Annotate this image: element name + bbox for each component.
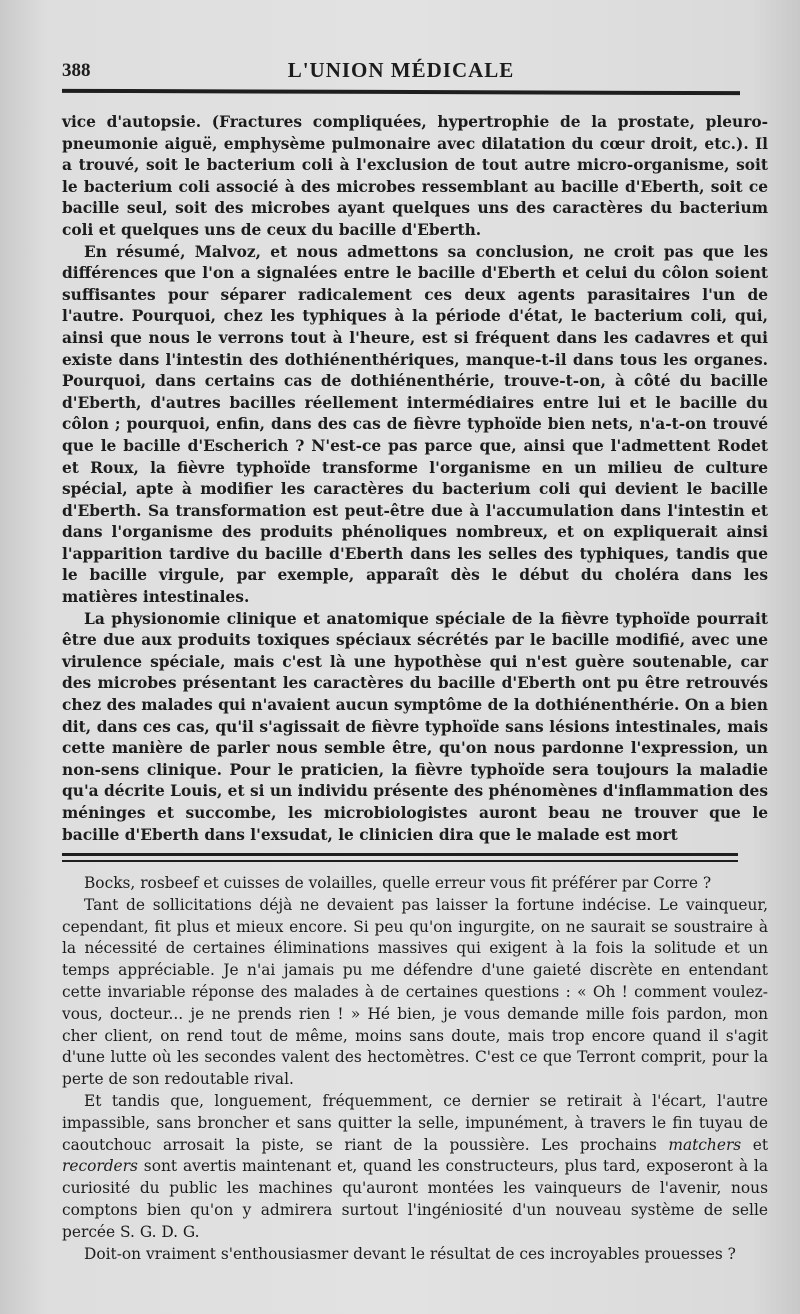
feuilleton-paragraph: Tant de sollicitations déjà ne devaient pas laisser la fortune indécise. Le vainqueur, cependant, fit plus et mieux encore. Si peu qu'on ingurgite, on ne saurait se soustraire à la nécessité de certaines éliminations massives qui exigent à la fois la solitude et un temps appréciable. Je n'ai jamais pu me défendre d'une gaieté discrète en entendant cette invariable réponse des malades à de certaines questions : « Oh ! comment voulez-vous, docteur... je ne prends rien ! » Hé bien, je vous demande mille fois pardon, mon cher client, on rend tout de même, moins sans doute, mais trop encore quand il s'agit d'une lutte où les secondes valent des hectomètres. C'est ce que Terront comprit, pour la perte de son redoutable rival. bbox=[62, 895, 768, 1089]
feuilleton-separator bbox=[62, 853, 738, 862]
journal-title: L'UNION MÉDICALE bbox=[287, 58, 515, 82]
feuilleton-body bbox=[62, 873, 768, 1265]
italic-term: matchers bbox=[668, 1135, 742, 1154]
italic-term: recorders bbox=[62, 1157, 138, 1176]
article-paragraph: La physionomie clinique et anatomique spéciale de la fièvre typhoïde pourrait être due aux produits toxiques spéciaux sécrétés par le bacille modifié, avec une virulence spéciale, mais c'est là une hypothèse qui n'est guère soutenable, car des microbes présentant les caractères du bacille d'Eberth ont pu être retrouvés chez des malades qui n'avaient aucun symptôme de la dothiénenthérie. On a bien dit, dans ces cas, qu'il s'agissait de fièvre typhoïde sans lésions intestinales, mais cette manière de parler nous semble être, qu'on nous pardonne l'expression, un non-sens clinique. Pour le praticien, la fièvre typhoïde sera toujours la maladie qu'a décrite Louis, et si un individu présente des phénomènes d'inflammation des méninges et succombe, les microbiologistes auront beau ne trouver que le bacille d'Eberth dans l'exsudat, le clinicien dira que le malade est mort bbox=[62, 609, 768, 844]
paragraph-text: Et tandis que, longuement, fréquemment, ce dernier se retirait à l'écart, l'autre impassible, sans broncher et sans quitter la selle, impunément, à travers le fin tuyau de caoutchouc arrosait la piste, se riant de la poussière. Les prochains bbox=[62, 1091, 768, 1154]
header-rule bbox=[62, 89, 740, 95]
article-paragraph: En résumé, Malvoz, et nous admettons sa conclusion, ne croit pas que les différences que l'on a signalées entre le bacille d'Eberth et celui du côlon soient suffisantes pour séparer radicalement ces deux agents parasitaires l'un de l'autre. Pourquoi, chez les typhiques à la période d'état, le bacterium coli, qui, ainsi que nous le verrons tout à l'heure, est si fréquent dans les cadavres et qui existe dans l'intestin des dothiénenthériques, manque-t-il dans tous les organes. Pourquoi, dans certains cas de dothiénenthérie, trouve-t-on, à côté du bacille d'Eberth, d'autres bacilles réellement intermédiaires entre lui et le bacille du côlon ; pourquoi, enfin, dans des cas de fièvre typhoïde bien nets, n'a-t-on trouvé que le bacille d'Escherich ? N'est-ce pas parce que, ainsi que l'admettent Rodet et Roux, la fièvre typhoïde transforme l'organisme en un milieu de culture spécial, apte à modifier les caractères du bacterium coli qui devient le bacille d'Eberth. Sa transformation est peut-être due à l'accumulation dans l'intestin et dans l'organisme des produits phénoliques nombreux, et on expliquerait ainsi l'apparition tardive du bacille d'Eberth dans les selles des typhiques, tandis que le bacille virgule, par exemple, apparaît dès le début du choléra dans les matières intestinales. bbox=[62, 242, 768, 607]
article-paragraph: vice d'autopsie. (Fractures compliquées, hypertrophie de la prostate, pleuro-pneumonie aiguë, emphysème pulmonaire avec dilatation du cœur droit, etc.). Il a trouvé, soit le bacterium coli à l'exclusion de tout autre micro-organisme, soit le bacterium coli associé à des microbes ressemblant au bacille d'Eberth, soit ce bacille seul, soit des microbes ayant quelques uns des caractères du bacterium coli et quelques uns de ceux du bacille d'Eberth. bbox=[62, 113, 768, 239]
feuilleton-paragraph: Bocks, rosbeef et cuisses de volailles, quelle erreur vous fit préférer par Corre ? bbox=[84, 874, 712, 892]
page-number: 388 bbox=[62, 60, 91, 81]
paragraph-text: et bbox=[741, 1135, 769, 1154]
running-head bbox=[62, 56, 740, 86]
paragraph-text: sont avertis maintenant et, quand les constructeurs, plus tard, exposeront à la curiosité du public les machines qu'auront montées les vainqueurs de l'avenir, nous comptons bien qu'on y admirera surtout l'ingéniosité d'un nouveau système de selle percée S. G. D. G. bbox=[62, 1157, 768, 1241]
feuilleton-paragraph: Doit-on vraiment s'enthousiasmer devant le résultat de ces incroyables prouesses ? bbox=[84, 1244, 736, 1263]
feuilleton-paragraph bbox=[62, 1091, 768, 1244]
article-body bbox=[62, 112, 768, 846]
